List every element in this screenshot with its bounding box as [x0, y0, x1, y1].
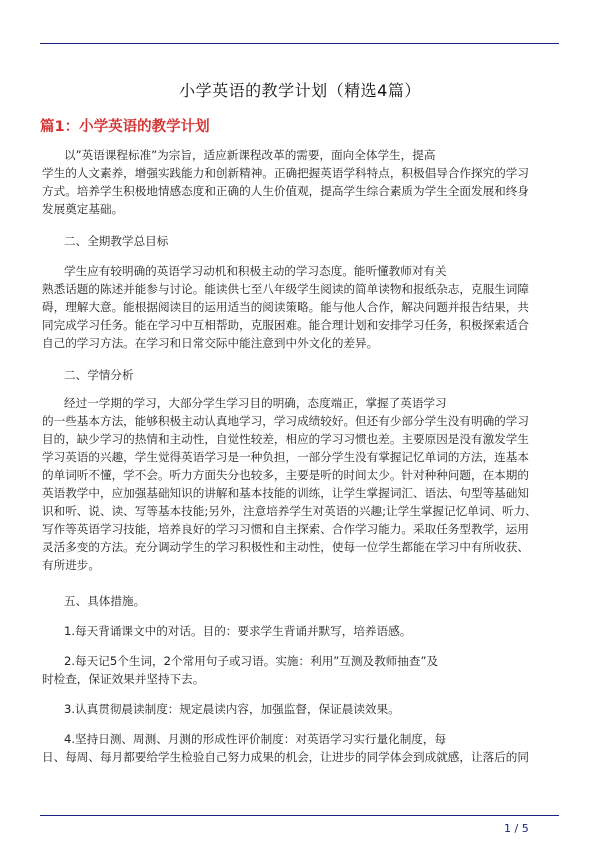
- text-line: 的单词听不懂，学不会。听力方面失分也较多，主要是听的时间太少。针对种种问题，在本期的: [42, 468, 529, 482]
- page-number: 1 / 5: [504, 822, 529, 835]
- text-line: 4.坚持日测、周测、月测的形成性评价制度：对英语学习实行量化制度，每: [64, 732, 447, 746]
- text-line: 时检查，保证效果并坚持下去。: [42, 672, 205, 686]
- heading-text: 二、学情分析: [64, 368, 134, 382]
- text-line: 以”英语课程标准”为宗旨，适应新课程改革的需要，面向全体学生，提高: [64, 148, 436, 162]
- measure-item-1: [42, 622, 557, 640]
- measure-item-3: [42, 700, 557, 718]
- heading-text: 五、具体措施。: [64, 594, 146, 608]
- text-line: 日、每周、每月都要给学生检验自己努力成果的机会，让进步的同学体会到成就感，让落后的同: [42, 750, 529, 764]
- text-line: 同完成学习任务。能在学习中互相帮助，克服困难。能合理计划和安排学习任务，积极探索适合: [42, 318, 529, 332]
- text-line: 学生的人文素养，增强实践能力和创新精神。正确把握英语学科特点，积极倡导合作探究的学习: [42, 166, 529, 180]
- text-line: 英语教学中，应加强基础知识的讲解和基本技能的训练，让学生掌握词汇、语法、句型等基础知: [42, 486, 529, 500]
- section-title: 篇1：小学英语的教学计划: [40, 119, 210, 135]
- text-line: 3.认真贯彻晨读制度：规定晨读内容，加强监督，保证晨读效果。: [64, 702, 400, 716]
- paragraph-analysis: [42, 394, 557, 574]
- text-line: 目的，缺少学习的热情和主动性，自觉性较差，相应的学习习惯也差。主要原因是没有激发学生: [42, 432, 529, 446]
- text-line: 1.每天背诵课文中的对话。目的：要求学生背诵并默写，培养语感。: [64, 624, 412, 638]
- text-line: 识和听、说、读、写等基本技能;另外，注意培养学生对英语的兴趣;让学生掌握记忆单词、听力、: [42, 504, 537, 518]
- text-line: 灵活多变的方法。充分调动学生的学习积极性和主动性，使每一位学生都能在学习中有所收获、: [42, 540, 529, 554]
- text-line: 自己的学习方法。在学习和日常交际中能注意到中外文化的差异。: [42, 336, 379, 350]
- header-rule: [40, 43, 559, 44]
- text-line: 写作等英语学习技能，培养良好的学习习惯和自主探索、合作学习能力。采取任务型教学，运用: [42, 522, 529, 536]
- heading-text: 二、全期教学总目标: [64, 234, 169, 248]
- measure-item-4: [42, 730, 557, 766]
- text-line: 的一些基本方法，能够积极主动认真地学习，学习成绩较好。但还有少部分学生没有明确的学习: [42, 414, 529, 428]
- text-line: 有所进步。: [42, 558, 100, 572]
- paragraph-goals: [42, 262, 557, 352]
- heading-measures: [42, 592, 557, 610]
- measure-item-2: [42, 652, 557, 688]
- heading-student-analysis: [42, 366, 557, 384]
- text-line: 熟悉话题的陈述并能参与讨论。能读供七至八年级学生阅读的简单读物和报纸杂志，克服生词障: [42, 282, 529, 296]
- text-line: 碍，理解大意。能根据阅读目的运用适当的阅读策略。能与他人合作，解决问题并报告结果，共: [42, 300, 529, 314]
- text-line: 2.每天记5个生词，2个常用句子或习语。实施：利用”互测及教师抽查”及: [64, 654, 439, 668]
- text-line: 学习英语的兴趣，学生觉得英语学习是一种负担，一部分学生没有掌握记忆单词的方法，连基本: [42, 450, 529, 464]
- document-title: 小学英语的教学计划（精选4篇）: [179, 81, 421, 100]
- text-line: 发展奠定基础。: [42, 202, 124, 216]
- text-line: 学生应有较明确的英语学习动机和积极主动的学习态度。能听懂教师对有关: [64, 264, 447, 278]
- heading-overall-goals: [42, 232, 557, 250]
- paragraph-intro: [42, 146, 557, 218]
- text-line: 方式。培养学生积极地情感态度和正确的人生价值观，提高学生综合素质为学生全面发展和终身: [42, 184, 529, 198]
- footer-rule: [40, 815, 559, 816]
- text-line: 经过一学期的学习，大部分学生学习目的明确，态度端正，掌握了英语学习: [64, 396, 447, 410]
